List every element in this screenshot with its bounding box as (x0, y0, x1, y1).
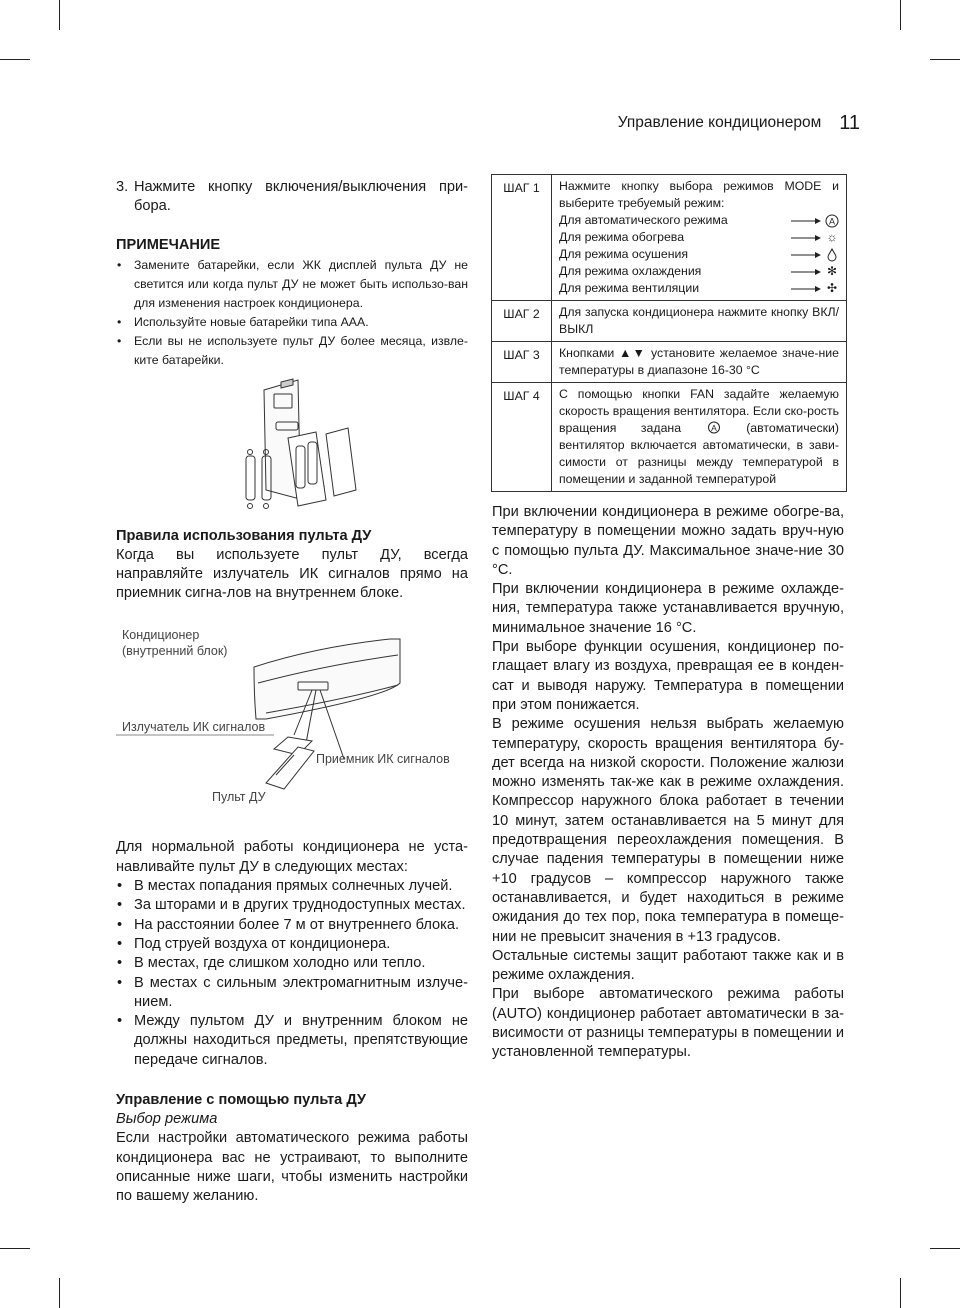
note-list (116, 256, 468, 370)
arrow-icon (791, 229, 839, 246)
step-label: ШАГ 3 (492, 342, 552, 383)
page-header (560, 108, 860, 138)
placement-item: • В местах с сильным электромагнитным излуче-нием. (116, 974, 468, 1013)
step-3-item (116, 178, 468, 217)
right-column (492, 503, 844, 1063)
placement-list (116, 877, 468, 1070)
step-3-number: 3. (116, 179, 129, 195)
crop-mark (930, 1248, 960, 1249)
step-row (492, 342, 847, 383)
label-remote: Пульт ДУ (212, 790, 266, 805)
ac-diagram (116, 625, 468, 815)
step-row (492, 301, 847, 342)
note-item: • Замените батарейки, если ЖК дисплей пульта ДУ не светится или когда пульт ДУ не может быть использо-ван для изменения настроек кондиционера. (116, 256, 468, 313)
down-arrow-icon: ▼ (632, 346, 647, 360)
body-paragraph: При включении кондиционера в режиме обогре-ва, температуру в помещении можно задать вруч-ную с помощью пульта ДУ. Максимальное значе-ние 30 °С. (492, 504, 844, 578)
crop-mark (59, 0, 60, 30)
sun-icon: ☼ (826, 230, 838, 244)
running-title: Управление кондиционером (617, 114, 822, 131)
left-column (116, 178, 468, 1207)
note-item: • Если вы не используете пульт ДУ более месяца, извле-ките батарейки. (116, 332, 468, 370)
step-3-prefix: Кнопками (559, 346, 615, 360)
snowflake-icon: ✻ (826, 264, 838, 278)
body-paragraph: В режиме осушения нельзя выбрать желаемую температуру, скорость вращения вентилятора бу-дет всегда на низкой скорости. Положение жалюзи можно изменять так-же как в режиме охлаждения. Компрессор наружного блока работает в течении 10 минут, затем останавливается на 5 минут для предотвращения переохлаждения помещения. В случае падения температуры в помещении ниже +10 градусов – компрессор наружного также останавливается, и будет находиться в режиме ожидания до тех пор, пока температура в помеще-нии не превысит значения в +13 градусов. (492, 716, 844, 945)
mode-subtitle: Выбор режима (116, 1111, 218, 1128)
placement-item: • Под струей воздуха от кондиционера. (116, 935, 468, 954)
body-paragraph: Остальные системы защит работают также как и в режиме охлаждения. (492, 947, 844, 984)
body-paragraph: При включении кондиционера в режиме охлажде-ния, температура также устанавливается вручную, минимальное значение 16 °С. (492, 581, 844, 636)
crop-mark (900, 1278, 901, 1308)
crop-mark (0, 1248, 30, 1249)
note-item: • Используйте новые батарейки типа ААА. (116, 313, 468, 332)
mode-row (559, 280, 839, 297)
svg-text:A: A (828, 216, 836, 226)
mode-row (559, 246, 839, 263)
mode-row (559, 263, 839, 280)
auto-icon (825, 214, 839, 228)
note-heading: ПРИМЕЧАНИЕ (116, 236, 221, 253)
rules-text: Когда вы используете пульт ДУ, всегда направляйте излучатель ИК сигналов прямо на приемник сигна-лов на внутреннем блоке. (116, 546, 468, 602)
step-label: ШАГ 2 (492, 301, 552, 342)
placement-item: • В местах, где слишком холодно или тепло. (116, 954, 468, 973)
control-text: Если настройки автоматического режима работы кондиционера вас не устраивают, то выполните описанные ниже шаги, чтобы изменить настройки по вашему желанию. (116, 1130, 468, 1205)
body-paragraph: При выборе автоматического режима работы (AUTO) кондиционер работает автоматически в за-висимости от разницы температуры в помещении и установленной температуры. (492, 986, 844, 1061)
fan-icon: ✣ (826, 281, 838, 295)
placement-item: • В местах попадания прямых солнечных лучей. (116, 877, 468, 896)
crop-mark (59, 1278, 60, 1308)
mode-row (559, 212, 839, 229)
label-receiver: Приемник ИК сигналов (316, 752, 450, 767)
rules-heading: Правила использования пульта ДУ (116, 527, 372, 544)
placement-item: • За шторами и в других труднодоступных местах. (116, 896, 468, 915)
arrow-icon (791, 248, 839, 262)
placement-item: • На расстоянии более 7 м от внутреннего блока. (116, 916, 468, 935)
indoor-unit (254, 639, 400, 719)
auto-fan-icon (706, 421, 722, 434)
step-row (492, 175, 847, 301)
arrow-icon (791, 263, 839, 280)
mode-label: Для автоматического режима (559, 213, 728, 227)
label-indoor-unit-sub: (внутренний блок) (122, 644, 228, 659)
step-content (552, 383, 847, 492)
svg-text:A: A (710, 423, 717, 433)
label-emitter: Излучатель ИК сигналов (122, 720, 266, 735)
step-label: ШАГ 4 (492, 383, 552, 492)
mode-label: Для режима охлаждения (559, 264, 702, 278)
mode-label: Для режима вентиляции (559, 281, 700, 295)
crop-mark (930, 59, 960, 60)
step-4-text-a: С помощью кнопки FAN задайте желаемую скорость вращения вентилятора. Если ско-рость вращения задана (559, 387, 839, 435)
step-3-text: установите желаемое значе-ние температуры в диапазоне 16-30 °С (559, 346, 840, 377)
placement-item: • Между пультом ДУ и внутренним блоком не должны находиться предметы, препятствующие передаче сигналов. (116, 1012, 468, 1070)
battery-illustration (116, 372, 468, 520)
crop-mark (0, 59, 30, 60)
step-content: Для запуска кондиционера нажмите кнопку ВКЛ/ВЫКЛ (552, 301, 847, 342)
step-3-text: Нажмите кнопку включения/выключения при-бора. (134, 179, 468, 215)
step-content (552, 342, 847, 383)
step-4-text-b: (автоматически) вентилятор включается автоматически, в зави-симости от разницы между температурой в помещении и заданной температурой (559, 421, 839, 486)
steps-table (491, 174, 847, 492)
arrow-icon (791, 214, 839, 228)
mode-label: Для режима осушения (559, 247, 689, 261)
body-paragraph: При выборе функции осушения, кондиционер по-глащает влагу из воздуха, превращая ее в конден-сат и выводя наружу. Температура в помещении при этом понижается. (492, 639, 844, 713)
control-heading: Управление с помощью пульта ДУ (116, 1092, 366, 1109)
step-content (552, 175, 847, 301)
step-1-intro: Нажмите кнопку выбора режимов MODE и выберите требуемый режим: (559, 179, 839, 210)
arrow-icon (791, 280, 839, 297)
placement-intro: Для нормальной работы кондиционера не уста-навливайте пульт ДУ в следующих местах: (116, 839, 468, 875)
crop-mark (900, 0, 901, 30)
step-row (492, 383, 847, 492)
label-indoor-unit: Кондиционер (122, 628, 200, 643)
mode-label: Для режима обогрева (559, 230, 685, 244)
page-number: 11 (839, 111, 860, 134)
drop-icon (825, 248, 839, 262)
up-arrow-icon: ▲ (619, 346, 633, 360)
step-label: ШАГ 1 (492, 175, 552, 301)
mode-row (559, 229, 839, 246)
